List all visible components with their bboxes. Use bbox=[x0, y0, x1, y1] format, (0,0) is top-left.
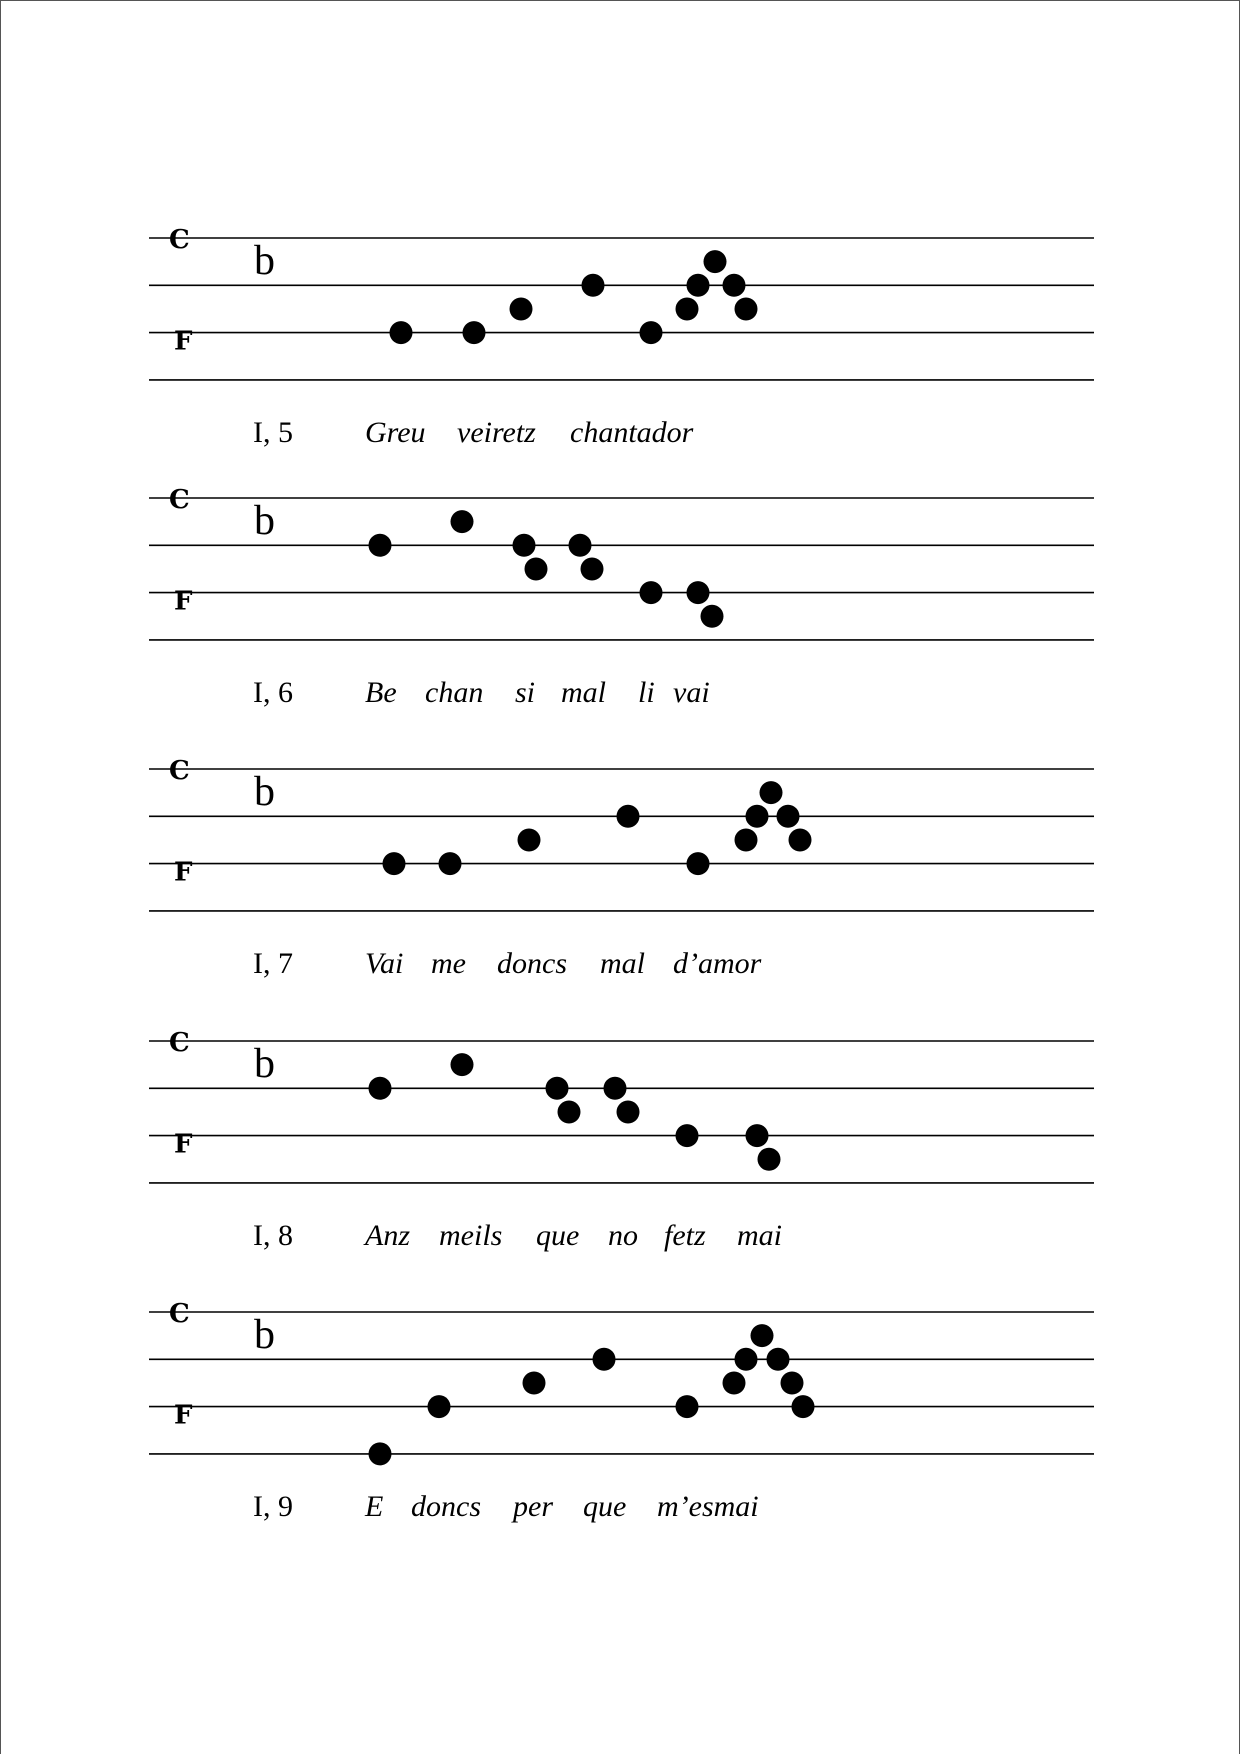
flat-sign: b bbox=[254, 1312, 275, 1358]
staff-system-2 bbox=[149, 485, 1094, 709]
note-head-g bbox=[510, 297, 533, 320]
note-head-f bbox=[390, 321, 413, 344]
note-head-g bbox=[723, 1371, 746, 1394]
note-head-f bbox=[687, 581, 710, 604]
lyric-word: Anz bbox=[365, 1219, 410, 1252]
f-clef-label: F bbox=[174, 1400, 193, 1431]
note-head-d bbox=[369, 1442, 392, 1465]
note-head-a bbox=[767, 1348, 790, 1371]
c-clef-label: C bbox=[169, 485, 190, 515]
note-head-a bbox=[777, 805, 800, 828]
note-head-a bbox=[569, 534, 592, 557]
lyric-word: mai bbox=[737, 1219, 782, 1252]
c-clef-label: C bbox=[169, 1028, 190, 1058]
lyric-word: doncs bbox=[411, 1490, 481, 1523]
verse-number: I, 8 bbox=[253, 1219, 293, 1252]
note-head-g bbox=[735, 297, 758, 320]
verse-number: I, 7 bbox=[253, 947, 293, 980]
lyric-word: veiretz bbox=[457, 416, 536, 449]
note-head-e bbox=[701, 605, 724, 628]
note-head-f bbox=[383, 852, 406, 875]
note-head-g bbox=[735, 828, 758, 851]
note-head-bb bbox=[760, 781, 783, 804]
note-head-a bbox=[735, 1348, 758, 1371]
lyric-word: que bbox=[583, 1490, 627, 1523]
note-head-bb bbox=[451, 1053, 474, 1076]
music-score bbox=[1, 1, 1240, 1754]
lyric-word: mal bbox=[600, 947, 645, 980]
note-head-f bbox=[463, 321, 486, 344]
c-clef-label: C bbox=[169, 756, 190, 786]
note-head-a bbox=[617, 805, 640, 828]
flat-sign: b bbox=[254, 238, 275, 284]
lyric-word: m’esmai bbox=[657, 1490, 759, 1523]
c-clef-label: C bbox=[169, 225, 190, 255]
note-head-g bbox=[617, 1100, 640, 1123]
f-clef-label: F bbox=[174, 586, 193, 617]
staff-system-4 bbox=[149, 1028, 1094, 1252]
note-head-a bbox=[546, 1077, 569, 1100]
note-head-a bbox=[746, 805, 769, 828]
lyric-word: fetz bbox=[664, 1219, 706, 1252]
lyric-word: Vai bbox=[365, 947, 404, 980]
lyric-word: meils bbox=[439, 1219, 503, 1252]
note-head-a bbox=[687, 274, 710, 297]
lyric-word: Be bbox=[365, 676, 397, 709]
verse-number: I, 5 bbox=[253, 416, 293, 449]
verse-number: I, 9 bbox=[253, 1490, 293, 1523]
lyric-word: que bbox=[536, 1219, 580, 1252]
flat-sign: b bbox=[254, 1041, 275, 1087]
note-head-f bbox=[746, 1124, 769, 1147]
note-head-f bbox=[439, 852, 462, 875]
lyric-word: si bbox=[515, 676, 536, 709]
lyric-word: doncs bbox=[497, 947, 567, 980]
lyric-word: no bbox=[608, 1219, 638, 1252]
note-head-a bbox=[593, 1348, 616, 1371]
note-head-f bbox=[428, 1395, 451, 1418]
note-head-e bbox=[758, 1148, 781, 1171]
note-head-g bbox=[525, 557, 548, 580]
lyric-word: li bbox=[638, 676, 655, 709]
flat-sign: b bbox=[254, 498, 275, 544]
lyric-word: chan bbox=[425, 676, 484, 709]
note-head-f bbox=[687, 852, 710, 875]
note-head-g bbox=[523, 1371, 546, 1394]
note-head-bb bbox=[704, 250, 727, 273]
lyric-word: me bbox=[431, 947, 466, 980]
note-head-g bbox=[518, 828, 541, 851]
note-head-a bbox=[513, 534, 536, 557]
note-head-g bbox=[789, 828, 812, 851]
note-head-bb bbox=[751, 1324, 774, 1347]
note-head-f bbox=[640, 581, 663, 604]
lyric-word: per bbox=[513, 1490, 553, 1523]
f-clef-label: F bbox=[174, 1129, 193, 1160]
c-clef-label: C bbox=[169, 1299, 190, 1329]
lyric-word: E bbox=[365, 1490, 384, 1523]
note-head-a bbox=[369, 534, 392, 557]
note-head-a bbox=[723, 274, 746, 297]
note-head-a bbox=[582, 274, 605, 297]
note-head-g bbox=[781, 1371, 804, 1394]
f-clef-label: F bbox=[174, 857, 193, 888]
note-head-f bbox=[676, 1395, 699, 1418]
staff-system-3 bbox=[149, 756, 1094, 980]
lyric-word: Greu bbox=[365, 416, 426, 449]
note-head-g bbox=[676, 297, 699, 320]
lyric-word: vai bbox=[673, 676, 710, 709]
note-head-g bbox=[558, 1100, 581, 1123]
note-head-a bbox=[604, 1077, 627, 1100]
note-head-f bbox=[792, 1395, 815, 1418]
note-head-f bbox=[640, 321, 663, 344]
note-head-f bbox=[676, 1124, 699, 1147]
note-head-bb bbox=[451, 510, 474, 533]
lyric-word: chantador bbox=[570, 416, 694, 449]
verse-number: I, 6 bbox=[253, 676, 293, 709]
flat-sign: b bbox=[254, 769, 275, 815]
note-head-a bbox=[369, 1077, 392, 1100]
lyric-word: mal bbox=[561, 676, 606, 709]
staff-system-1 bbox=[149, 225, 1094, 449]
staff-system-5 bbox=[149, 1299, 1094, 1523]
note-head-g bbox=[581, 557, 604, 580]
f-clef-label: F bbox=[174, 326, 193, 357]
lyric-word: d’amor bbox=[673, 947, 762, 980]
